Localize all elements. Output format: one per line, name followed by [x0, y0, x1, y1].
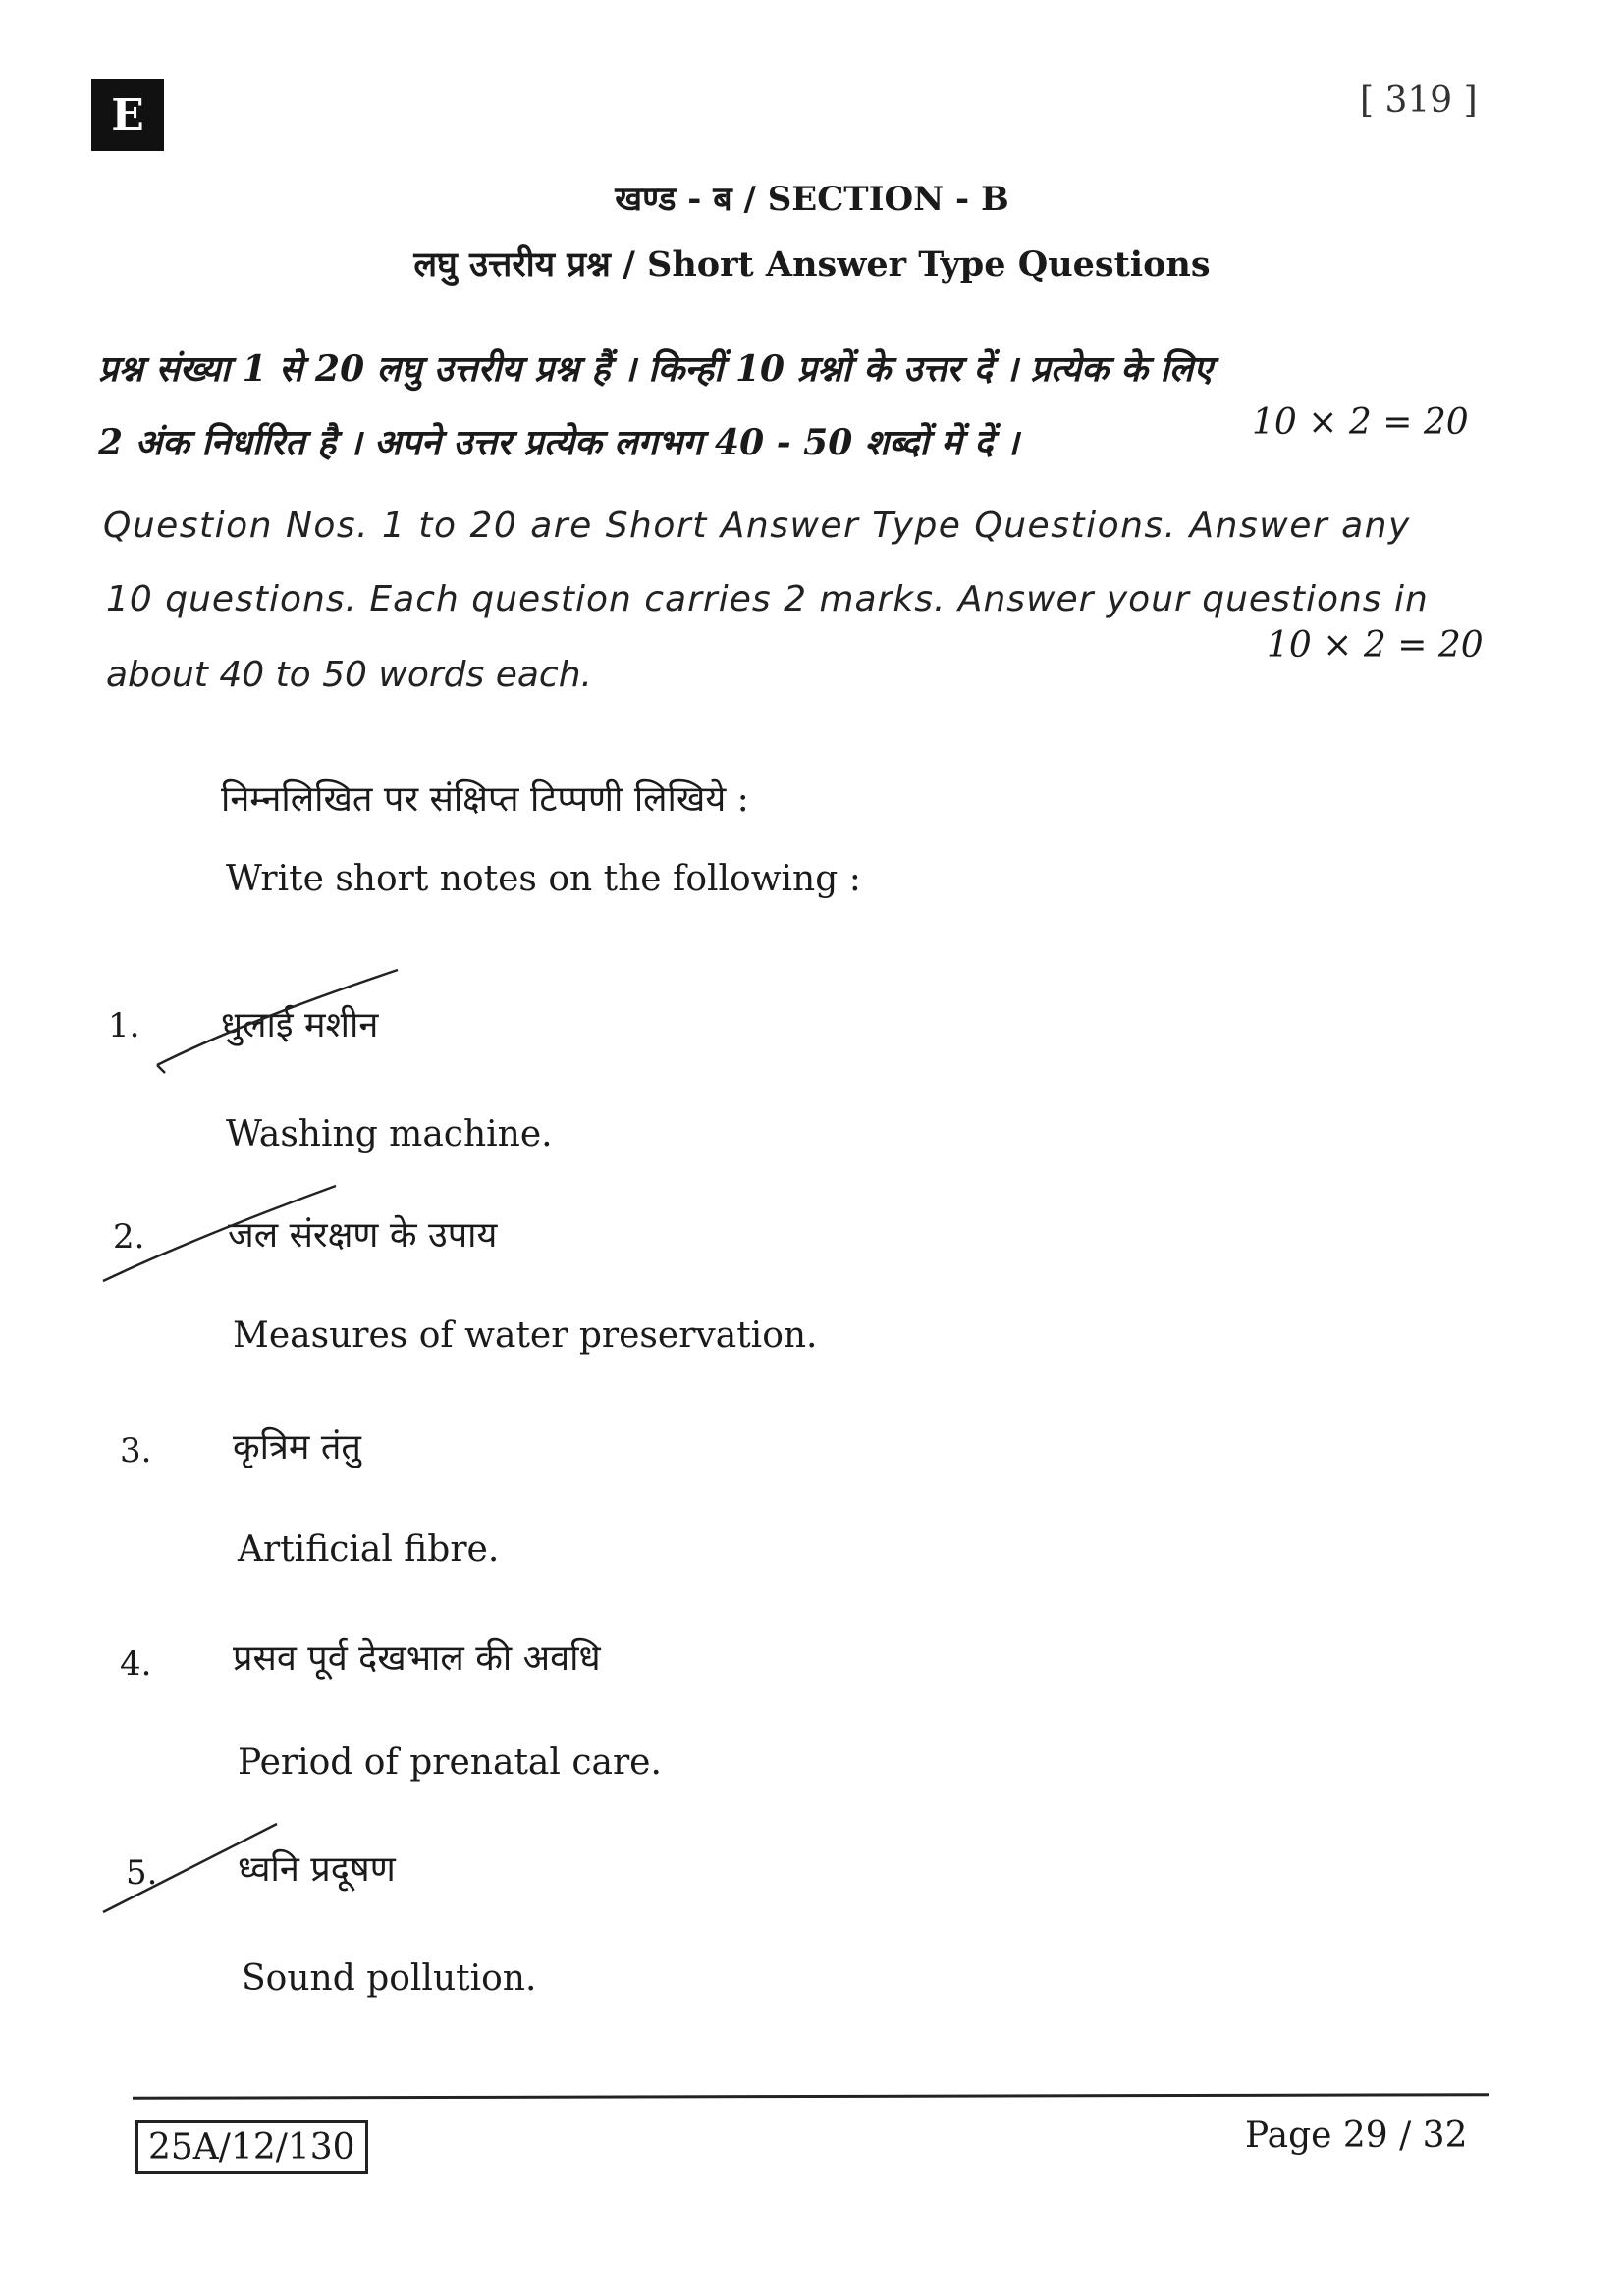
question-number: 2. [113, 1217, 145, 1256]
instruction-english-2: 10 questions. Each question carries 2 marks. Answer your questions in [106, 579, 1429, 619]
instruction-english-3: about 40 to 50 words each. [106, 655, 592, 695]
page-number: Page 29 / 32 [1245, 2115, 1468, 2156]
question-hindi: ध्वनि प्रदूषण [238, 1849, 396, 1890]
question-hindi: कृत्रिम तंतु [233, 1427, 361, 1468]
section-subtitle: लघु उत्तरीय प्रश्न / Short Answer Type Questions [413, 244, 1211, 285]
question-number: 4. [120, 1644, 152, 1683]
set-letter-badge: E [91, 79, 164, 151]
question-english: Measures of water preservation. [233, 1315, 818, 1356]
instruction-hindi-2: 2 अंक निर्धारित है । अपने उत्तर प्रत्येक लगभग 40 - 50 शब्दों में दें । [98, 422, 1019, 463]
question-number: 3. [120, 1431, 152, 1470]
question-hindi: धुलाई मशीन [221, 1005, 379, 1045]
instruction-english-1: Question Nos. 1 to 20 are Short Answer Type Questions. Answer any [103, 506, 1411, 546]
prompt-english: Write short notes on the following : [226, 859, 861, 899]
question-hindi: प्रसव पूर्व देखभाल की अवधि [233, 1638, 601, 1679]
paper-code: [ 319 ] [1360, 80, 1478, 121]
prompt-hindi: निम्नलिखित पर संक्षिप्त टिप्पणी लिखिये : [221, 779, 749, 820]
question-hindi: जल संरक्षण के उपाय [228, 1215, 498, 1255]
question-english: Artificial fibre. [238, 1529, 500, 1570]
question-english: Washing machine. [226, 1114, 553, 1154]
section-title: खण्ड - ब / SECTION - B [615, 180, 1009, 219]
instruction-hindi-1: प्रश्न संख्या 1 से 20 लघु उत्तरीय प्रश्न हैं । किन्हीं 10 प्रश्नों के उत्तर दें । प्रत्येक के लिए [98, 348, 1214, 390]
question-english: Sound pollution. [242, 1958, 537, 1999]
question-number: 1. [108, 1006, 140, 1045]
question-number: 5. [126, 1853, 158, 1893]
question-english: Period of prenatal care. [238, 1742, 662, 1783]
marks-english: 10 × 2 = 20 [1267, 625, 1484, 666]
marks-hindi: 10 × 2 = 20 [1252, 402, 1469, 443]
footer-paper-code: 25A/12/130 [135, 2120, 368, 2174]
